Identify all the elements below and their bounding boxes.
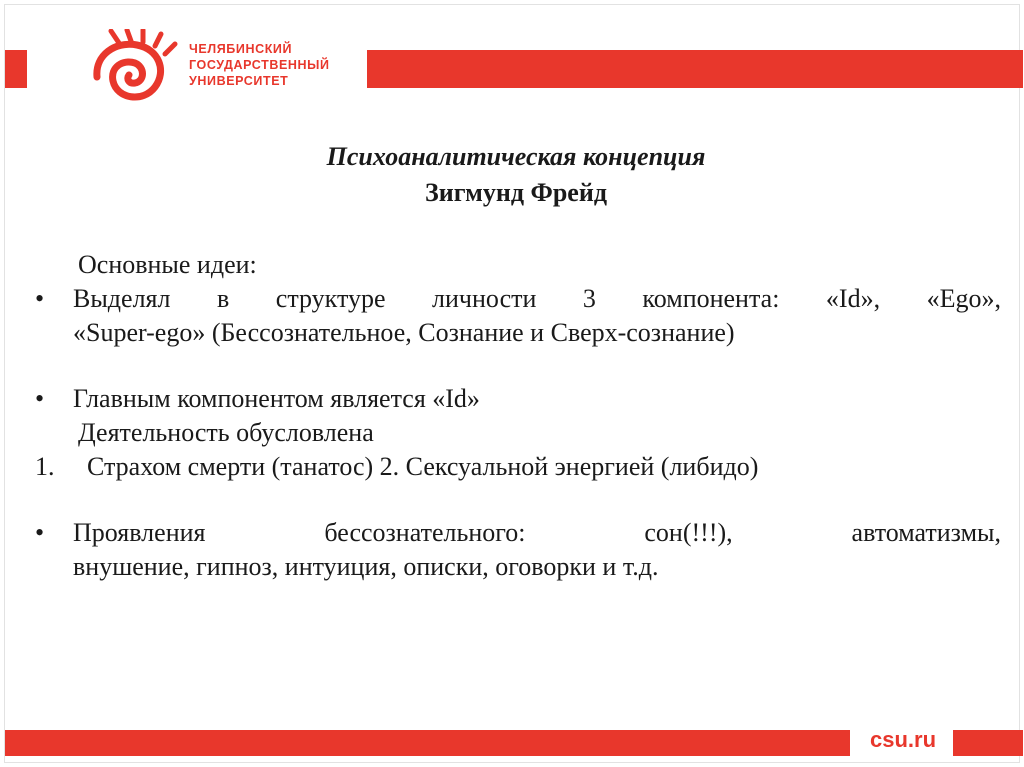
bullet-icon: •: [35, 284, 45, 313]
bullet-text-line: «Super-ego» (Бессознательное, Сознание и Сверх-сознание): [73, 318, 735, 347]
bullet-text-line: Проявления бессознательного: сон(!!!), автоматизмы,: [73, 518, 1001, 547]
header-accent-bar-left: [5, 50, 27, 88]
bullet-item-manifestations: [35, 516, 1001, 584]
title-concept: Психоаналитическая концепция: [326, 142, 706, 171]
slide-title: [5, 139, 1024, 211]
bullet-text-line: внушение, гипноз, интуиция, описки, оговорки и т.д.: [73, 552, 659, 581]
university-name-line-3: УНИВЕРСИТЕТ: [189, 74, 289, 88]
numbered-text: Страхом смерти (танатос) 2. Сексуальной энергией (либидо): [87, 452, 759, 481]
bullet-item-structure: [35, 282, 1001, 350]
university-name-line-1: ЧЕЛЯБИНСКИЙ: [189, 42, 293, 56]
university-logo-icon: [85, 29, 181, 109]
numbered-item: [35, 450, 1001, 484]
intro-text: Основные идеи:: [78, 250, 257, 279]
title-author: Зигмунд Фрейд: [425, 178, 607, 207]
header-accent-bar-right: [367, 50, 1023, 88]
bullet-text-line: Выделял в структуре личности 3 компонента: «Id», «Ego»,: [73, 284, 1001, 313]
slide-content: [35, 248, 1001, 584]
bullet-text-line: Главным компонентом является «Id»: [73, 384, 480, 413]
activity-text: Деятельность обусловлена: [78, 418, 374, 447]
bullet-icon: •: [35, 384, 45, 413]
university-name-line-2: ГОСУДАРСТВЕННЫЙ: [189, 58, 330, 72]
footer-accent-bar-left: [5, 730, 850, 756]
slide: [4, 4, 1020, 763]
university-name: [189, 41, 330, 89]
site-link[interactable]: csu.ru: [869, 727, 937, 752]
footer-accent-bar-right: [953, 730, 1023, 756]
bullet-icon: •: [35, 518, 45, 547]
bullet-item-main-component: [35, 382, 1001, 416]
list-number: 1.: [35, 452, 55, 481]
